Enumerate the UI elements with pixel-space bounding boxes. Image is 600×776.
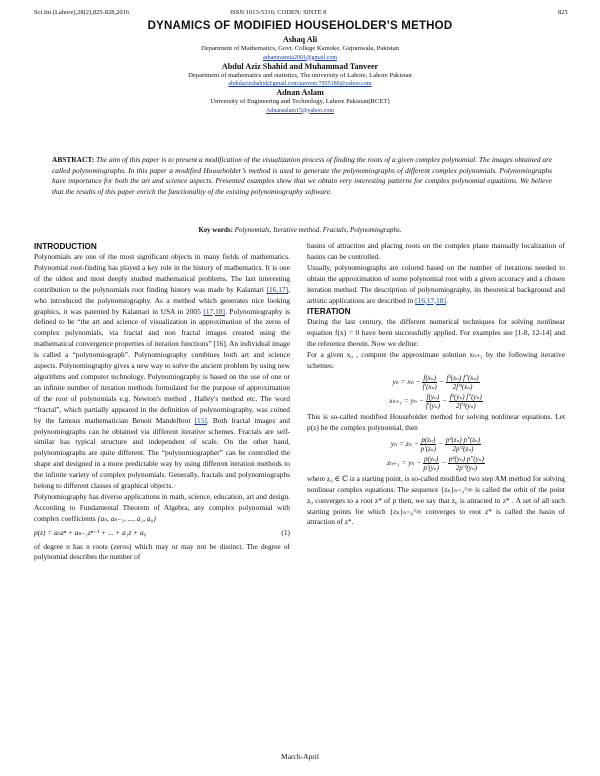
author-name: Abdul Aziz Shahid and Muhammad Tanveer [221,61,379,71]
paper-title: DYNAMICS OF MODIFIED HOUSEHOLDER’S METHOD [147,20,453,32]
keywords-text: Polynomials, Iterative method, Fractals, Polynomiographs. [234,226,402,234]
abstract-label: ABSTRACT: [52,155,95,164]
denominator: 2p′³(yₙ) [455,463,478,472]
body-text: . [445,295,448,305]
denominator: 2f′³(yₙ) [456,401,476,410]
intro-text: . Both fractal images and polynomiographs can be obtained via different iterative schemes. Fractals are self-similar has typical structure and independent of scale. On the other hand, polynomiographs are quite different. The “polynomiographer” can be controlled the shape and designed in a more predictable way by using different iteration methods to the infinite variety of complex polynomials. Generally, fractals and polynomiographs belong to different classes of graphical objects. [34,415,290,491]
section-heading-iteration: ITERATION [307,307,351,317]
denominator: f′(xₙ) [422,382,437,391]
section-heading-introduction: INTRODUCTION [34,242,97,251]
keywords-label: Key words: [198,226,233,234]
numerator: p²(yₙ) p″(yₙ) [448,454,484,463]
citation-link[interactable]: [15] [194,415,207,425]
right-column [307,241,565,528]
body-paragraph: This is so-called modified Householder method for solving nonlinear equations. Let p(z) be the complex polynomial, then [307,411,565,432]
minus-sign: − [441,457,447,467]
author-email[interactable]: abdulazizshahid@gmail.com;tanveer.7955180@yahoo.com [228,81,372,87]
citation-link[interactable]: [16,17] [266,284,289,294]
denominator: 2p′³(zₙ) [452,444,474,453]
equation-householder-step1 [307,374,565,391]
author-affiliation: Department of mathematics and statistics, The university of Lahore, Lahore Pakistan [188,71,412,79]
body-paragraph: where z₀ ∈ ℂ is a starting point, is so-called modified two step AM method for solving nonlinear complex equations. The sequence {zₙ}ₙ₌₀^∞ is called the orbit of the point z₀ converges to a root z* of p then, we say that z₀ is attracted to z* . A set of all such starting points for which {zₙ}ₙ₌₀^∞ converges to root z* is called the basin of attraction of z*. [307,473,565,527]
fraction [420,436,436,453]
intro-text: Polynomials are one of the most significant objects in many fields of mathematics. Polynomial root-finding has played a key role in the history of mathematics. It is one of the oldest and most deeply studied mathematical problems. The last interesting contribution to the polynomials root finding history was made by Kalantari [34,252,290,294]
author-name: Adnan Aslam [276,88,324,97]
equation-lhs: xₙ₊₁ = yₙ − [389,396,424,406]
equation-complex-step1 [307,436,565,453]
equation-1 [34,528,290,539]
citation-link[interactable]: [16,17,18] [415,295,446,305]
body-text: Usually, polynomiographs are colored based on the number of iterations needed to obtain the approximation of some polynomial root with a given accuracy and a chosen iteration method. The description of polynomiography, its theoretical background and artistic applications are described in [307,262,565,305]
numerator: f²(yₙ) f″(yₙ) [449,392,482,401]
author-email[interactable]: Adnanaslam15@yahoo.com [265,107,334,114]
author-email[interactable]: arhamrasmia2001@gmail.com [262,54,337,61]
fraction [426,393,441,410]
keywords [0,226,600,234]
minus-sign: − [438,377,444,387]
fraction [448,455,485,472]
equation-complex-step2 [307,455,565,472]
author-affiliation: University of Engineering and Technology, Lahore Pakistan(RCET) [210,98,390,105]
intro-text: Polynomiography has diverse applications in math, science, education, art and design. According to Fundamental Theorem of Algebra, any complex polynomial with complex coefficients [34,491,290,523]
numerator: f(xₙ) [423,373,436,382]
intro-paragraph [34,252,290,492]
fraction [449,393,483,410]
author-block [30,35,570,115]
page-footer: March-April [281,752,319,761]
body-paragraph: For a given x₀ , compute the approximate solution xₙ₊₁ by the following iterative schemes: [307,350,565,371]
abstract-text: The aim of this paper is to present a modification of the visualization process of finding the roots of a given complex polynomial. The images obtained are called polynomiographs. In this paper a modified Householder’s method is used to generate the polynomiographs of different complex polynomials. Polynomiographs have importance for both the art and science aspects. Presented examples show that we obtain very interesting patterns for complex polynomial equations. We believe that the results of this paper enrich the functionality of the existing polynomiography software. [52,155,552,196]
denominator: 2f′³(xₙ) [452,382,473,391]
left-column [34,241,290,563]
author-affiliation: Department of Mathematics, Govt. College Kamoke, Gujranwala, Pakistan [201,45,399,52]
denominator: p′(zₙ) [420,444,436,453]
fraction [422,374,437,391]
intro-text: , who introduced the polynomiography. As a method which generates nice looking graphics, it was patented by Kalantari in USA in 2005 [34,284,290,316]
numerator: f²(xₙ) f″(xₙ) [446,373,479,382]
equation-lhs: zₙ₊₁ = yₙ − [387,457,422,467]
equation-lhs: yₙ = xₙ − [392,377,421,387]
equation-householder-step2 [307,393,565,410]
polynomial-equation: p(z) = aₙzⁿ + aₙ₋₁zⁿ⁻¹ + ... + a₁z + a₀ [34,527,147,537]
numerator: f(yₙ) [426,392,440,401]
running-header-left: Sci.Int.(Lahore),28(2),825-828,2016 [34,9,130,16]
denominator: f′(yₙ) [425,401,440,410]
fraction [423,455,439,472]
abstract [52,155,552,197]
equation-lhs: yₙ = zₙ − [390,438,419,448]
body-paragraph: During the last century, the different numerical techniques for solving nonlinear equation f(x) = 0 have been successfully applied. For examples see [1-8, 12-14] and the reference therein. Now we define: [307,317,565,349]
equation-number: (1) [281,527,290,537]
numerator: p(yₙ) [424,454,439,463]
body-paragraph [307,263,565,307]
body-paragraph: basins of attraction and placing roots on the complex plane manually localization of basins can be controlled. [307,241,565,261]
running-header-center: ISSN 1013-5316; CODEN: SINTE 8 [230,9,327,16]
coefficient-set: {aₙ, aₙ₋₁, ..., a₁, a₀} [97,513,157,523]
minus-sign: − [438,438,444,448]
denominator: p′(yₙ) [423,463,439,472]
intro-text: . Polynomiography is defined to be “the art and science of visualization in approximation of the zeros of complex polynomials, via fractal and non fractal images created using the mathematical convergence properties of iteration functions” [16]. An individual image is called a “polynomiograph”. Polynomiography combines both art and science aspects. Polynomiography gives a new way to solve the ancient problem by using new algorithms and computer technology. Polynomiography is based on the use of one or an infinite number of iteration methods formulated for the purpose of approximation of the root of polynomials e.g. Newton's method , Halley's method etc. The word “fractal”, which partially appeared in the definition of polynomiography, was coined by the famous mathematician Benoit Mandelbrot [34,306,290,425]
numerator: p²(zₙ) p″(zₙ) [445,435,481,444]
intro-paragraph [34,492,290,525]
minus-sign: − [442,396,448,406]
fraction [445,436,481,453]
numerator: p(zₙ) [421,435,436,444]
page-number: 825 [558,9,568,16]
citation-link[interactable]: [17,18] [203,306,225,316]
fraction [446,374,480,391]
intro-paragraph: of degree n has n roots (zeros) which may or may not be distinct. The degree of polynomial describes the number of [34,541,290,562]
author-name: Ashaq Ali [282,35,318,44]
